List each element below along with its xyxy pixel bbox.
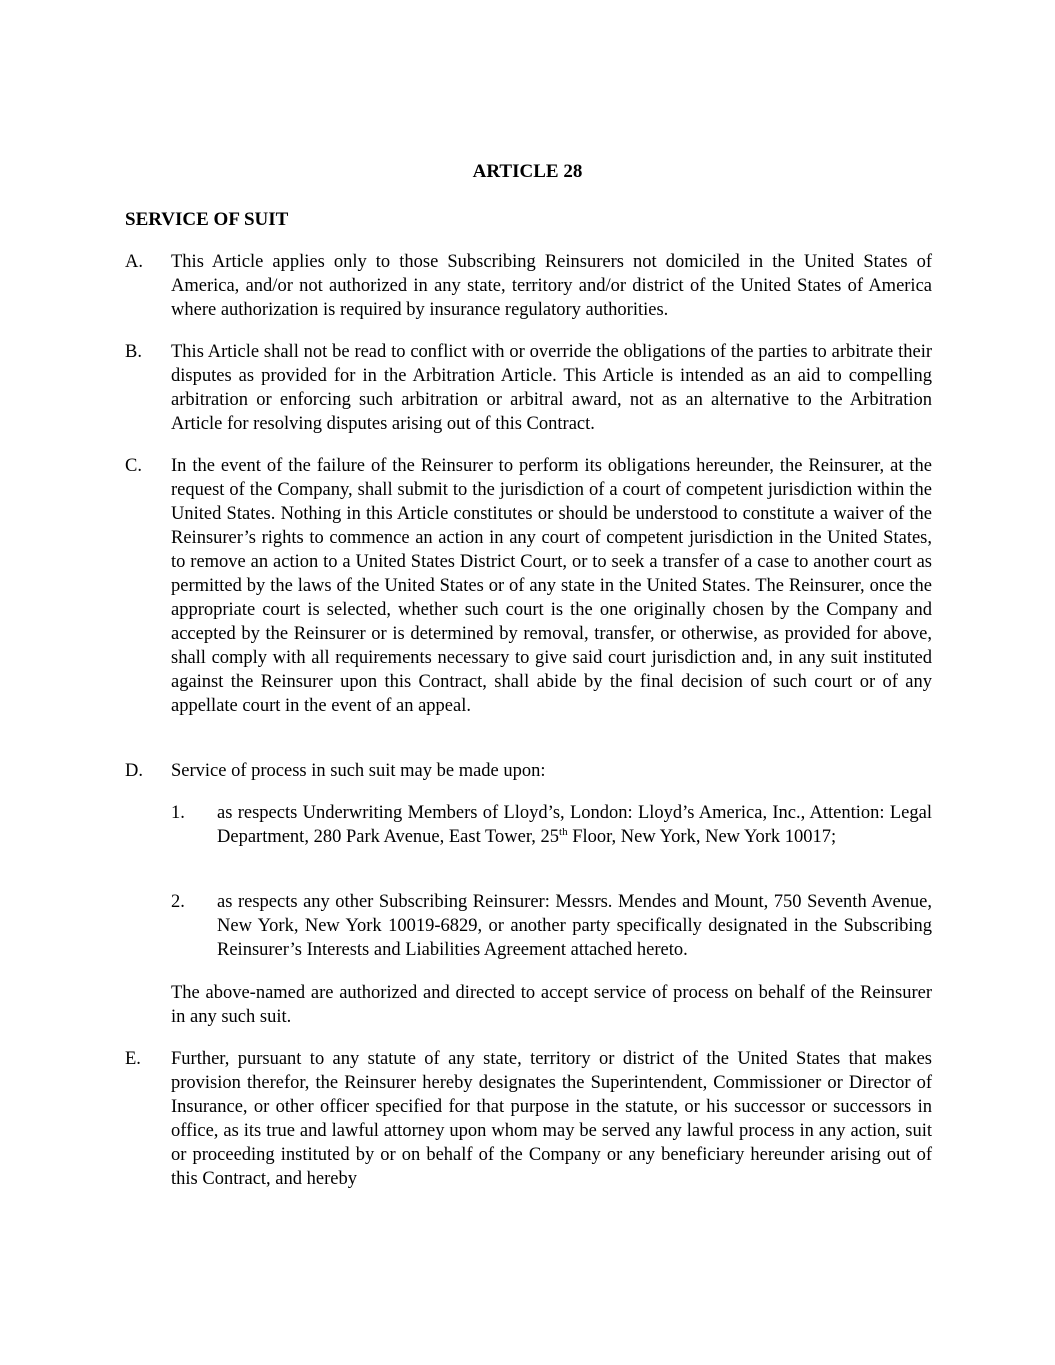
section-title: SERVICE OF SUIT <box>125 209 289 230</box>
sub-item-label: 2. <box>171 892 185 912</box>
paragraph-label: B. <box>125 342 142 362</box>
paragraph-d <box>125 759 932 783</box>
paragraph-label: E. <box>125 1049 141 1069</box>
paragraph-label: C. <box>125 456 142 476</box>
paragraph-e <box>125 1047 932 1191</box>
authorization-note: The above-named are authorized and directed to accept service of process on behalf of the Reinsurer in any such suit. <box>171 983 932 1027</box>
paragraph-c <box>125 454 932 718</box>
article-title: ARTICLE 28 <box>472 161 583 182</box>
sub-item-text-start: as respects Underwriting Members of Lloyd’s, London: Lloyd’s America, Inc., Attention: Legal Department, 280 Park Avenue, East Tower, 25 <box>217 803 932 847</box>
sub-item-text: as respects any other Subscribing Reinsurer: Messrs. Mendes and Mount, 750 Seventh Avenue, New York, New York 10019-6829, or another party specifically designated in the Subscribing Reinsurer’s Interests and Liabilities Agreement attached hereto. <box>217 892 932 960</box>
paragraph-text: This Article shall not be read to conflict with or override the obligations of the parties to arbitrate their disputes as provided for in the Arbitration Article. This Article is intended as an aid to compelling arbitration or enforcing such arbitration or arbitral award, not as an alternative to the Arbitration Article for resolving disputes arising out of this Contract. <box>171 342 932 434</box>
paragraph-text: Service of process in such suit may be made upon: <box>171 761 546 781</box>
paragraph-b <box>125 340 932 436</box>
ordinal-superscript: th <box>559 825 568 838</box>
sub-item-text-end: Floor, New York, New York 10017; <box>567 827 837 847</box>
sub-item-2 <box>171 890 932 962</box>
paragraph-a <box>125 250 932 322</box>
paragraph-text: In the event of the failure of the Reinsurer to perform its obligations hereunder, the Reinsurer, at the request of the Company, shall submit to the jurisdiction of a court of competent jurisdiction within the United States. Nothing in this Article constitutes or should be understood to constitute a waiver of the Reinsurer’s rights to commence an action in any court of competent jurisdiction in the United States, to remove an action to a United States District Court, or to seek a transfer of a case to another court as permitted by the laws of the United States or of any state in the United States. The Reinsurer, once the appropriate court is selected, whether such court is the one originally chosen by the Company and accepted by the Reinsurer or is determined by removal, transfer, or otherwise, as provided for above, shall comply with all requirements necessary to give said court jurisdiction and, in any suit instituted against the Reinsurer upon this Contract, shall abide by the final decision of such court or of any appellate court in the event of an appeal. <box>171 456 932 716</box>
paragraph-label: D. <box>125 761 143 781</box>
paragraph-text: Further, pursuant to any statute of any state, territory or district of the United States that makes provision therefor, the Reinsurer hereby designates the Superintendent, Commissioner or Director of Insurance, or other officer specified for that purpose in the statute, or his successor or successors in office, as its true and lawful attorney upon whom may be served any lawful process in any action, suit or proceeding instituted by or on behalf of the Company or any beneficiary hereunder arising out of this Contract, and hereby <box>171 1049 932 1189</box>
sub-item-1 <box>171 801 932 849</box>
paragraph-label: A. <box>125 252 143 272</box>
sub-item-label: 1. <box>171 803 185 823</box>
paragraph-text: This Article applies only to those Subscribing Reinsurers not domiciled in the United States of America, and/or not authorized in any state, territory and/or district of the United States of America where authorization is required by insurance regulatory authorities. <box>171 252 932 320</box>
sub-item-text <box>217 801 932 849</box>
